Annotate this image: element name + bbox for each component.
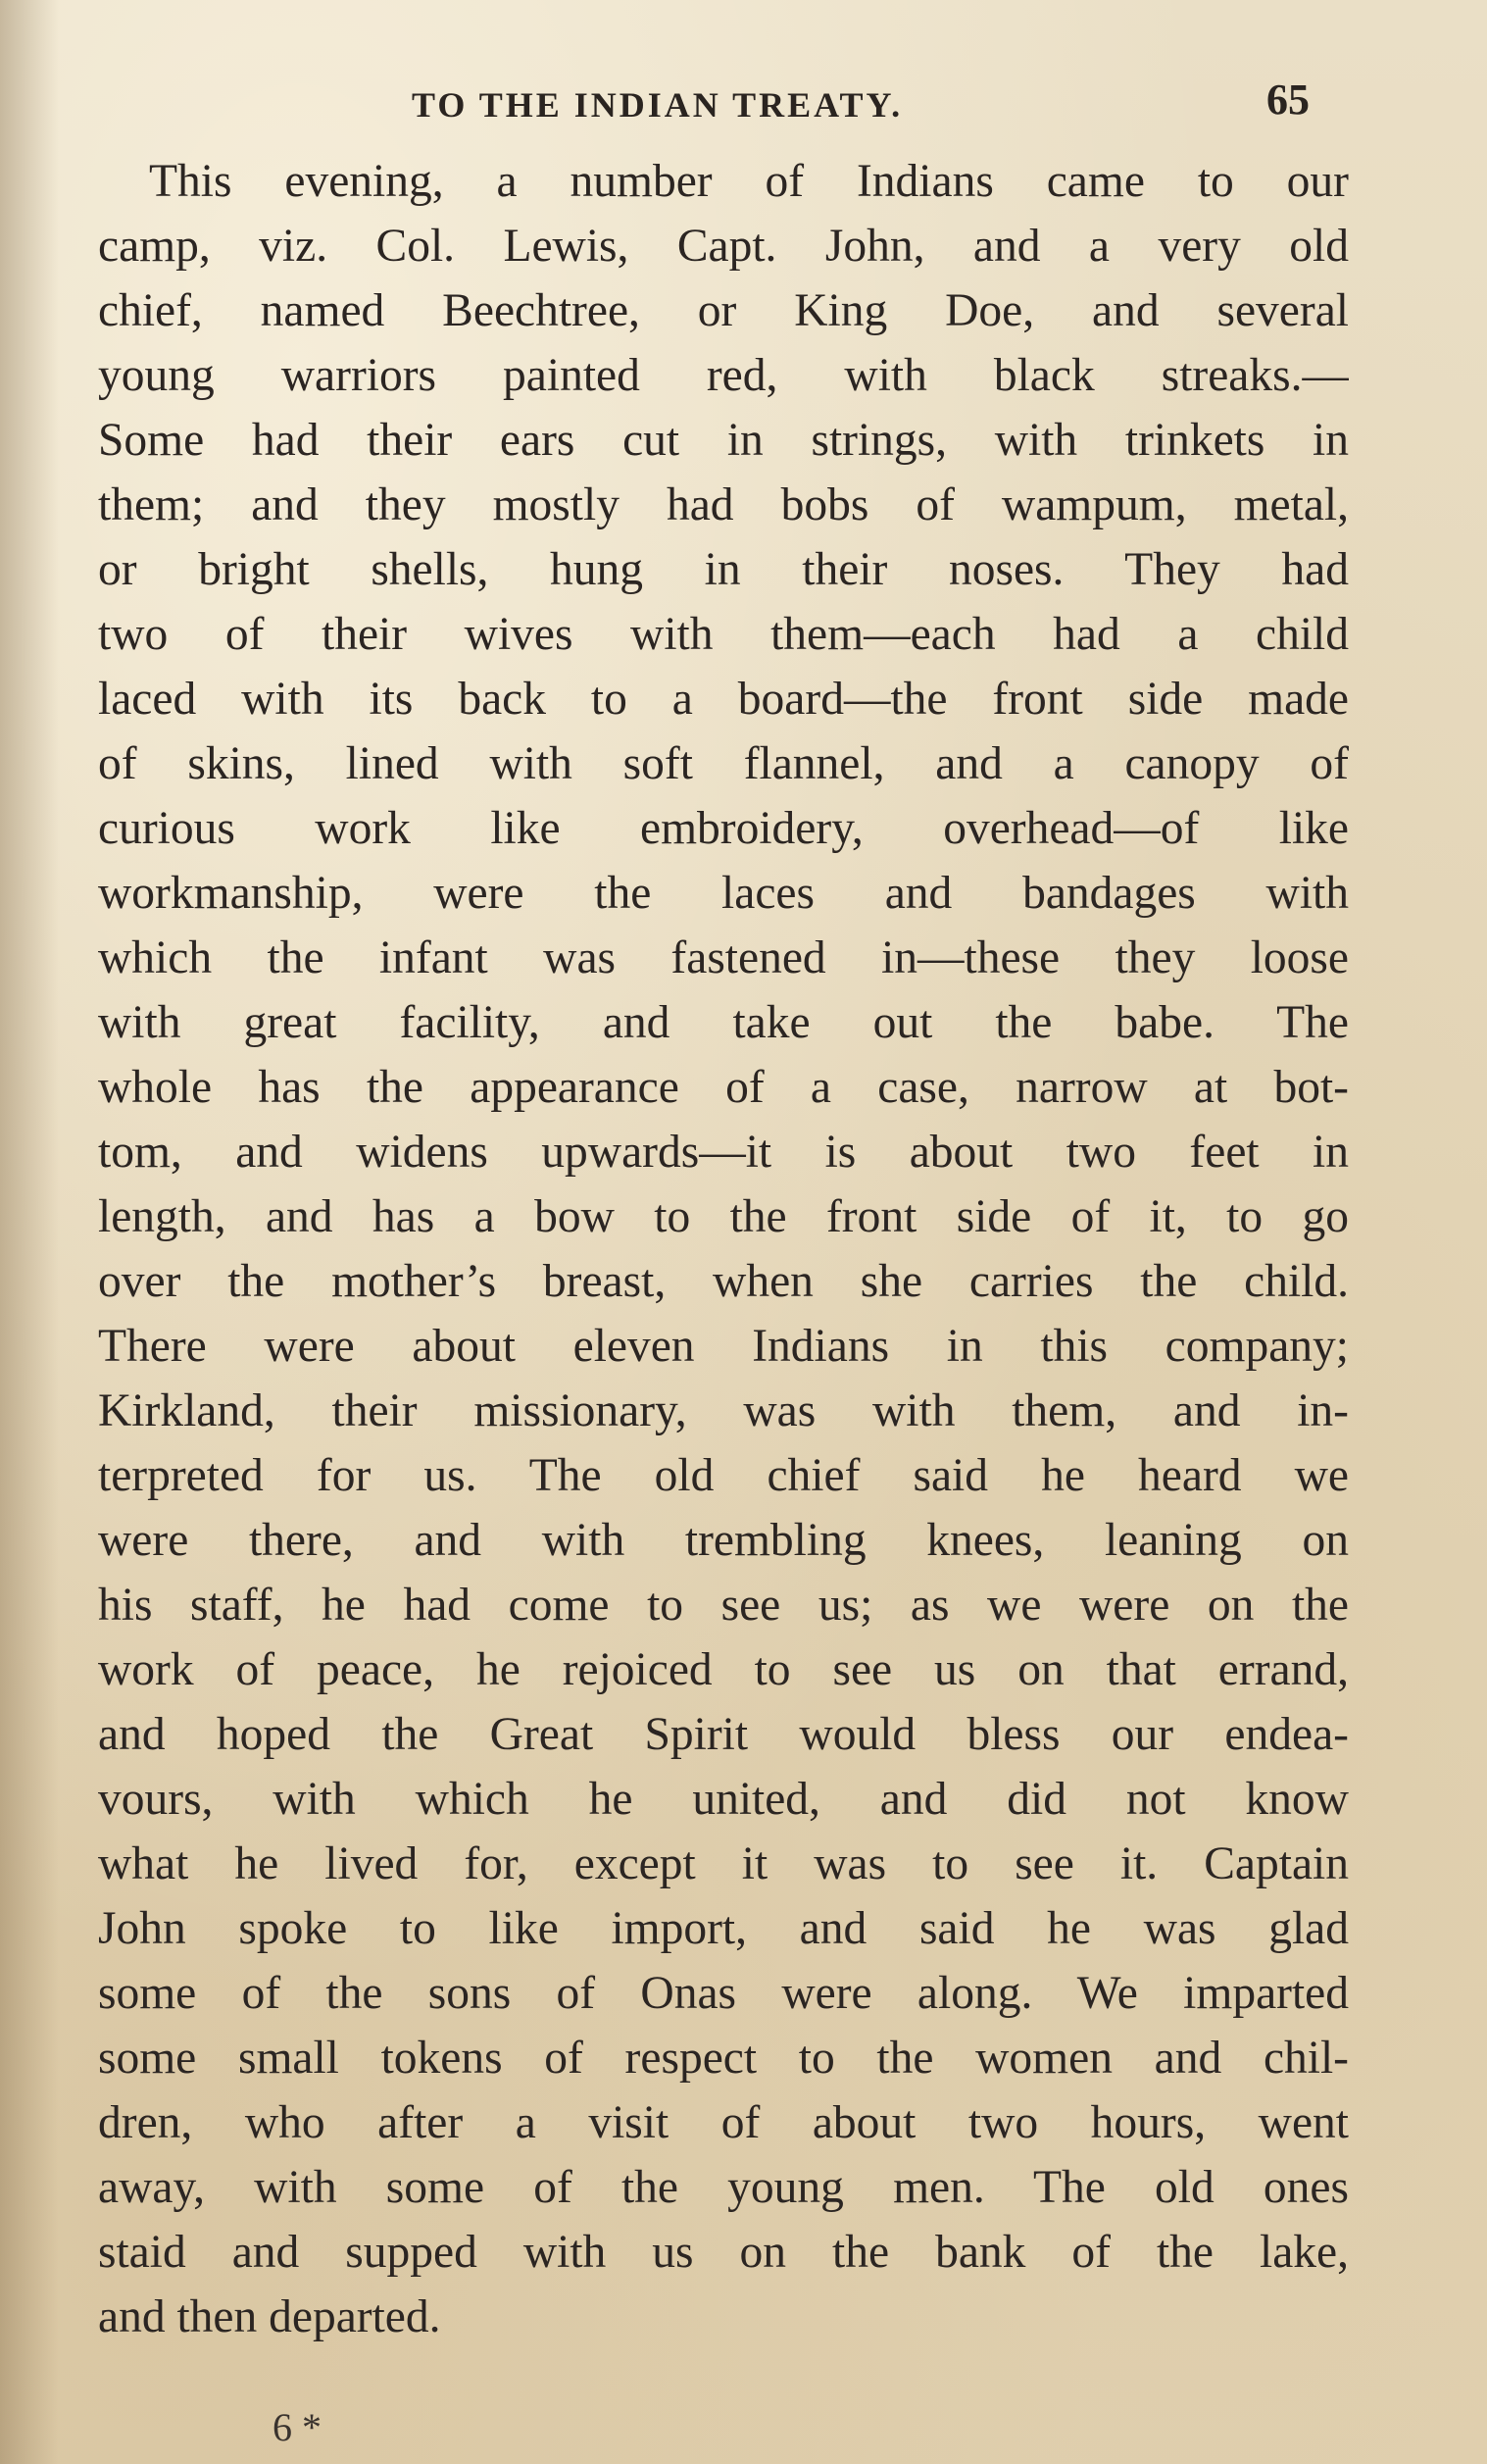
- text-line: Kirkland, their missionary, was with them, and in-: [98, 1385, 1349, 1436]
- text-line: which the infant was fastened in—these they loose: [98, 932, 1349, 983]
- text-line: what he lived for, except it was to see it. Captain: [98, 1838, 1349, 1889]
- text-line: of skins, lined with soft flannel, and a canopy of: [98, 738, 1349, 789]
- text-line: or bright shells, hung in their noses. They had: [98, 544, 1349, 595]
- text-line: work of peace, he rejoiced to see us on that errand,: [98, 1644, 1349, 1695]
- text-line: with great facility, and take out the babe. The: [98, 997, 1349, 1048]
- running-head: TO THE INDIAN TREATY.: [412, 85, 904, 125]
- text-line: tom, and widens upwards—it is about two feet in: [98, 1127, 1349, 1178]
- text-line: chief, named Beechtree, or King Doe, and several: [98, 285, 1349, 336]
- text-line: vours, with which he united, and did not know: [98, 1774, 1349, 1825]
- text-line: away, with some of the young men. The old ones: [98, 2162, 1349, 2213]
- text-line: some of the sons of Onas were along. We imparted: [98, 1968, 1349, 2019]
- text-line: and then departed.: [98, 2291, 441, 2342]
- body-text: [98, 149, 1349, 2349]
- text-line: laced with its back to a board—the front side made: [98, 674, 1349, 725]
- text-line: were there, and with trembling knees, leaning on: [98, 1515, 1349, 1566]
- text-line: There were about eleven Indians in this company;: [98, 1321, 1349, 1372]
- text-line: This evening, a number of Indians came to our: [149, 156, 1349, 207]
- text-line: length, and has a bow to the front side of it, to go: [98, 1191, 1349, 1242]
- text-line: two of their wives with them—each had a child: [98, 609, 1349, 660]
- page-number: 65: [1266, 75, 1310, 124]
- text-line: dren, who after a visit of about two hours, went: [98, 2097, 1349, 2148]
- text-line: his staff, he had come to see us; as we were on the: [98, 1580, 1349, 1631]
- text-line: young warriors painted red, with black streaks.—: [98, 350, 1349, 401]
- text-line: Some had their ears cut in strings, with trinkets in: [98, 415, 1349, 466]
- text-line: workmanship, were the laces and bandages with: [98, 868, 1349, 919]
- text-line: terpreted for us. The old chief said he heard we: [98, 1450, 1349, 1501]
- signature-mark: 6 *: [273, 2405, 322, 2449]
- text-line: camp, viz. Col. Lewis, Capt. John, and a very old: [98, 221, 1349, 272]
- page-gutter-shadow: [0, 0, 59, 2464]
- text-line: whole has the appearance of a case, narrow at bot-: [98, 1062, 1349, 1113]
- text-line: staid and supped with us on the bank of the lake,: [98, 2227, 1349, 2278]
- text-line: some small tokens of respect to the women and chil-: [98, 2033, 1349, 2084]
- text-line: them; and they mostly had bobs of wampum, metal,: [98, 479, 1349, 530]
- text-line: over the mother’s breast, when she carries the child.: [98, 1256, 1349, 1307]
- text-line: and hoped the Great Spirit would bless our endea-: [98, 1709, 1349, 1760]
- text-line: John spoke to like import, and said he was glad: [98, 1903, 1349, 1954]
- text-line: curious work like embroidery, overhead—of like: [98, 803, 1349, 854]
